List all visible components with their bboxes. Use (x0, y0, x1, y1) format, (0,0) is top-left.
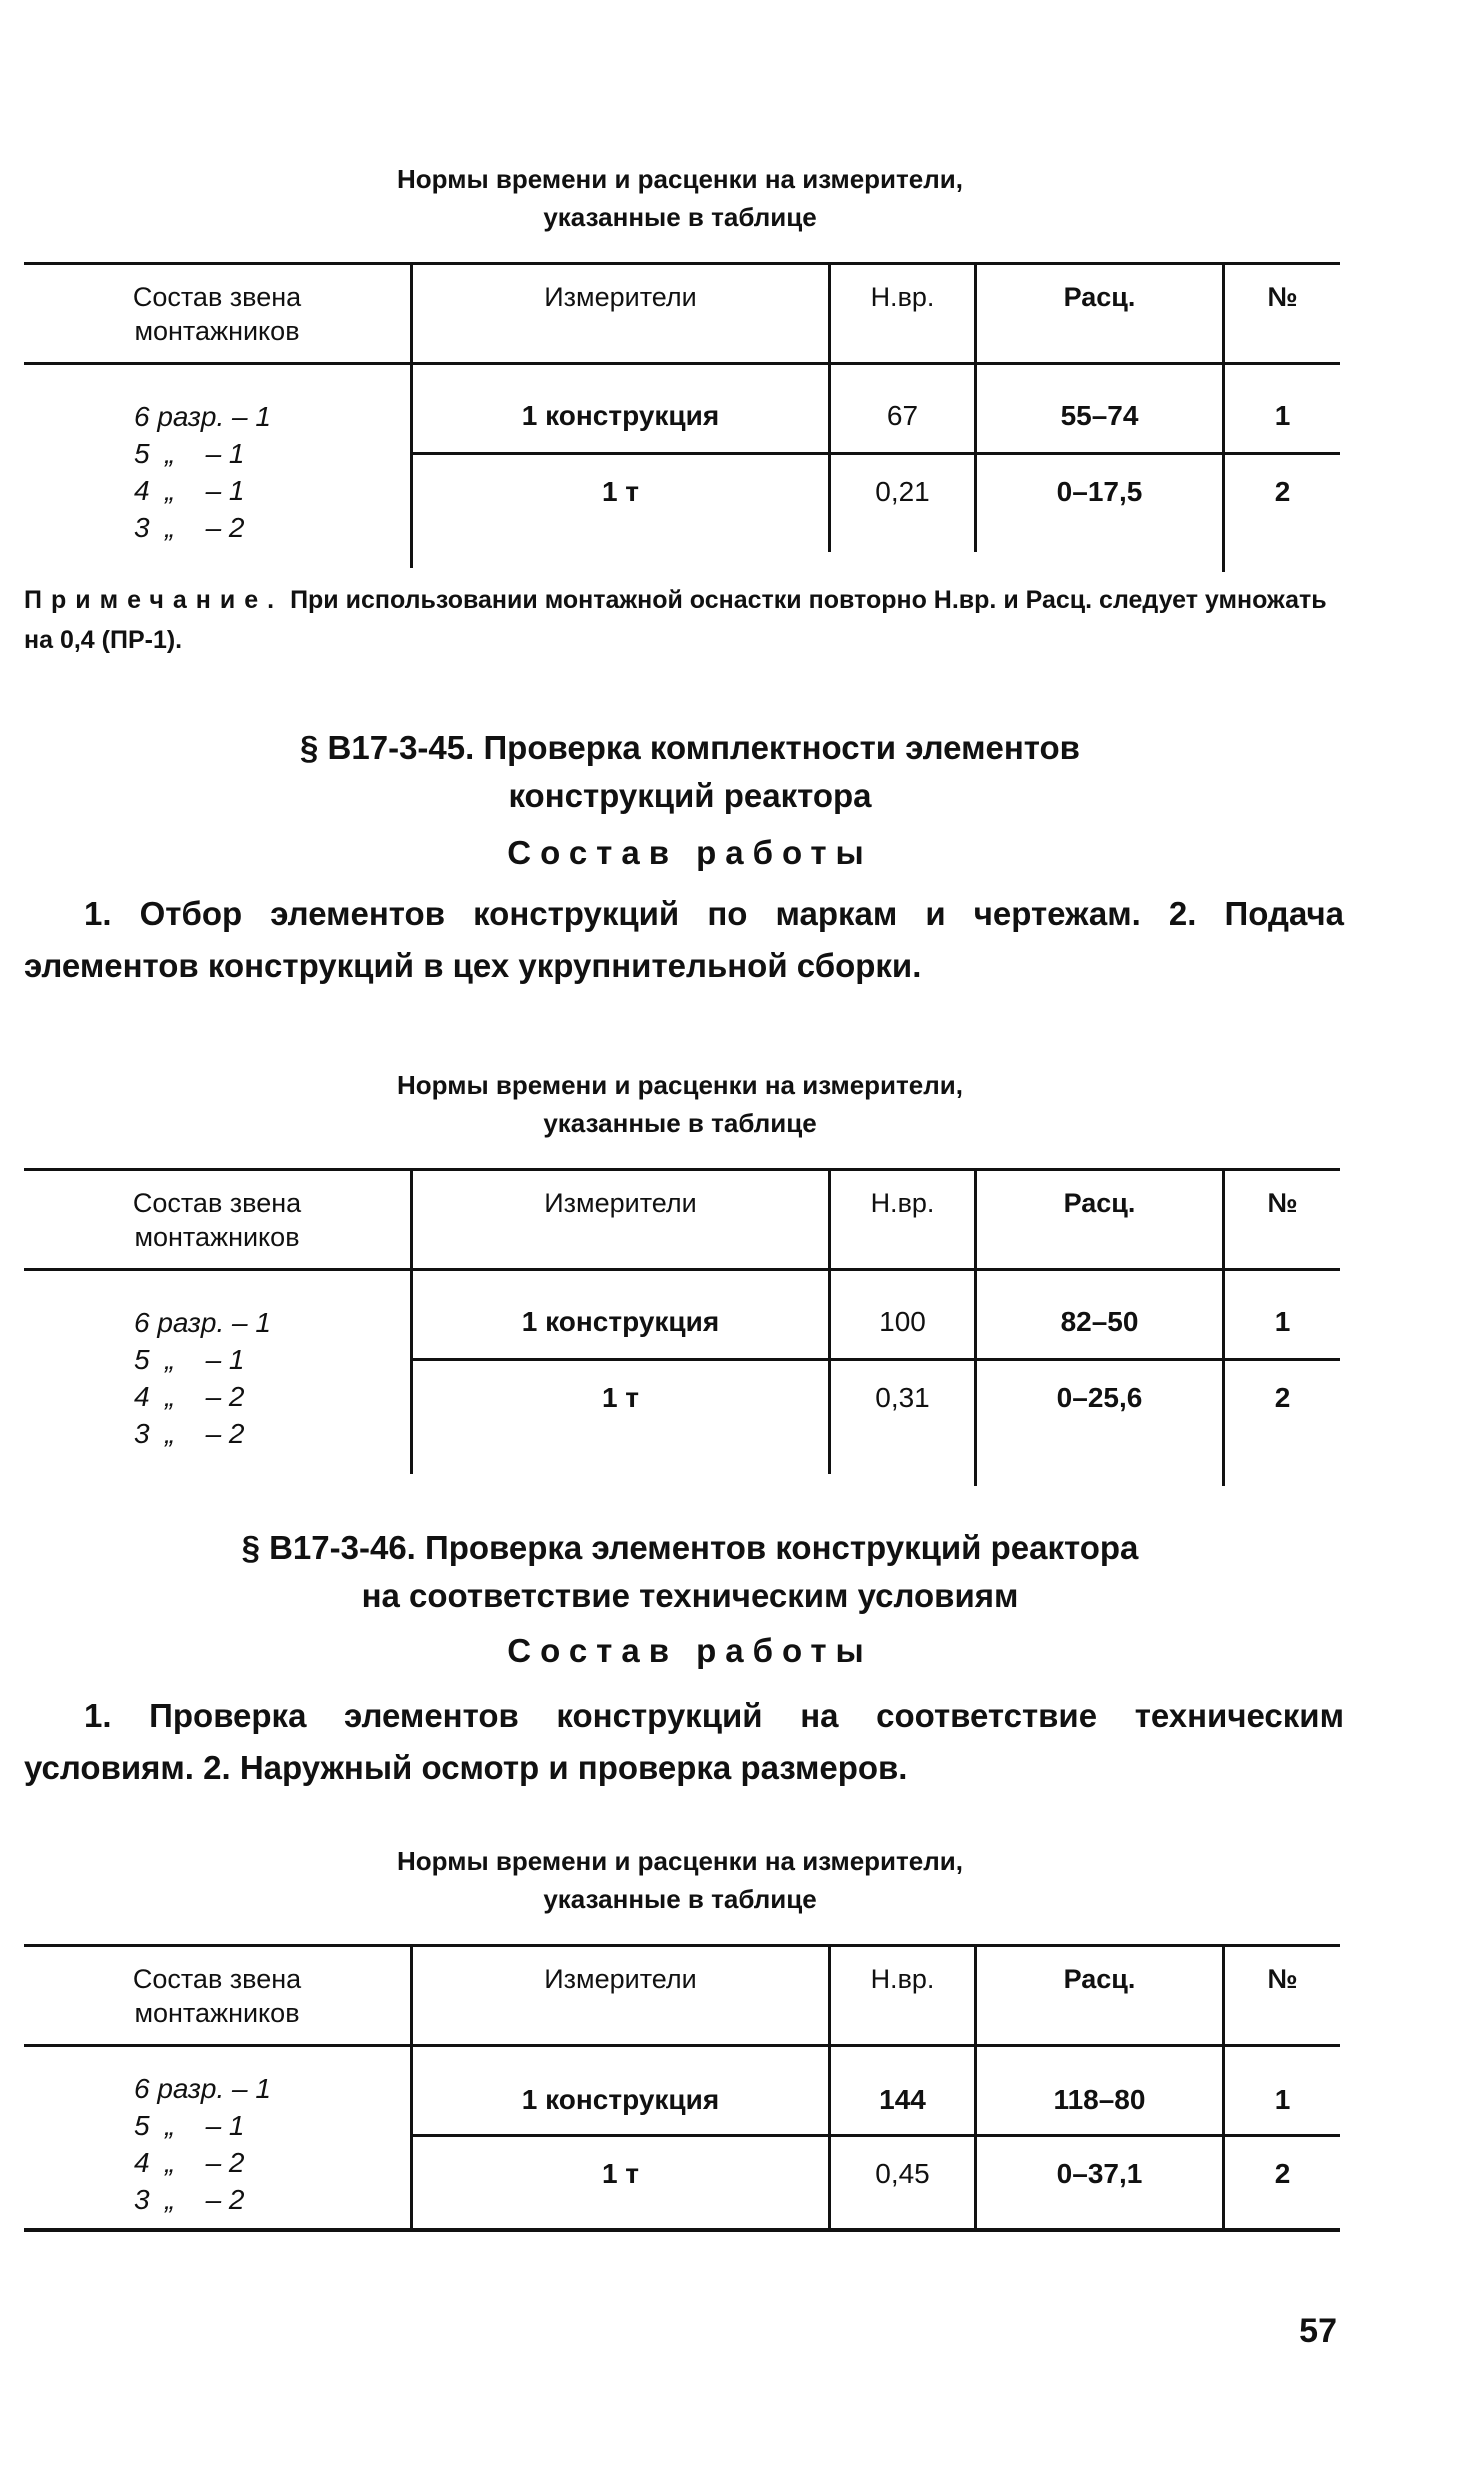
table-note (24, 580, 1344, 660)
row-2-no: 2 (1274, 1382, 1291, 1413)
caption-line-1: Нормы времени и расценки на измерители, (397, 164, 963, 194)
row-1-time: 67 (886, 400, 919, 431)
crew-composition: 6 разр. – 1 5 „ – 1 4 „ – 2 3 „ – 2 (134, 1307, 271, 1449)
row-2-rate: 0–37,1 (1056, 2158, 1143, 2189)
header-measure: Измерители (544, 282, 697, 312)
note-text: При использовании монтажной оснастки повторно Н.вр. и Расц. следует умножать на 0,4 (ПР-1). (24, 586, 1327, 654)
row-2-measure: 1 т (601, 2158, 640, 2189)
header-crew: Состав звена монтажников (132, 1964, 302, 2028)
page-number: 57 (1299, 2312, 1337, 2350)
row-1-no: 1 (1274, 1306, 1291, 1337)
norms-table-1 (24, 262, 1340, 572)
norms-table-3 (24, 1944, 1340, 2234)
header-rate: Расц. (1063, 1188, 1136, 1218)
row-2-time: 0,31 (875, 1382, 930, 1413)
header-no: № (1267, 1964, 1298, 1994)
row-1-time: 144 (879, 2084, 926, 2115)
header-time: Н.вр. (870, 282, 935, 312)
row-1-no: 1 (1274, 2084, 1291, 2115)
row-1-measure: 1 конструкция (521, 1306, 720, 1337)
norms-table-2 (24, 1168, 1340, 1488)
row-1-rate: 82–50 (1060, 1306, 1139, 1337)
row-1-measure: 1 конструкция (521, 2084, 720, 2115)
caption-line-2: указанные в таблице (543, 202, 817, 232)
header-rate: Расц. (1063, 1964, 1136, 1994)
row-1-measure: 1 конструкция (521, 400, 720, 431)
header-time: Н.вр. (870, 1964, 935, 1994)
row-2-time: 0,21 (875, 476, 930, 507)
row-2-measure: 1 т (601, 1382, 640, 1413)
row-2-no: 2 (1274, 476, 1291, 507)
header-rate: Расц. (1063, 282, 1136, 312)
header-measure: Измерители (544, 1964, 697, 1994)
row-1-no: 1 (1274, 400, 1291, 431)
header-crew: Состав звена монтажников (132, 282, 302, 346)
work-text-45: 1. Отбор элементов конструкций по маркам и чертежам. 2. Подача элементов конструкций в цех укрупнительной сборки. (24, 895, 1344, 984)
crew-composition: 6 разр. – 1 5 „ – 1 4 „ – 1 3 „ – 2 (134, 401, 271, 543)
row-2-measure: 1 т (601, 476, 640, 507)
note-label: Примечание. (24, 586, 284, 614)
section-title-46: § В17-3-46. Проверка элементов конструкций реактора на соответствие техническим условиям (241, 1529, 1139, 1614)
work-text-46: 1. Проверка элементов конструкций на соответствие техническим условиям. 2. Наружный осмотр и проверка размеров. (24, 1697, 1344, 1786)
row-2-no: 2 (1274, 2158, 1291, 2189)
table-caption (0, 160, 1360, 236)
table-caption: Нормы времени и расценки на измерители, указанные в таблице (397, 1846, 963, 1914)
header-crew: Состав звена монтажников (132, 1188, 302, 1252)
table-caption: Нормы времени и расценки на измерители, указанные в таблице (397, 1070, 963, 1138)
crew-composition: 6 разр. – 1 5 „ – 1 4 „ – 2 3 „ – 2 (134, 2073, 271, 2215)
row-2-rate: 0–25,6 (1056, 1382, 1143, 1413)
header-no: № (1267, 282, 1298, 312)
work-heading-45: Состав работы (507, 834, 873, 871)
row-1-time: 100 (879, 1306, 926, 1337)
work-heading-46: Состав работы (507, 1632, 873, 1669)
section-title-45: § В17-3-45. Проверка комплектности элементов конструкций реактора (300, 729, 1080, 814)
header-time: Н.вр. (870, 1188, 935, 1218)
row-2-time: 0,45 (875, 2158, 930, 2189)
header-no: № (1267, 1188, 1298, 1218)
row-1-rate: 118–80 (1053, 2084, 1146, 2115)
header-measure: Измерители (544, 1188, 697, 1218)
row-1-rate: 55–74 (1060, 400, 1139, 431)
row-2-rate: 0–17,5 (1056, 476, 1143, 507)
